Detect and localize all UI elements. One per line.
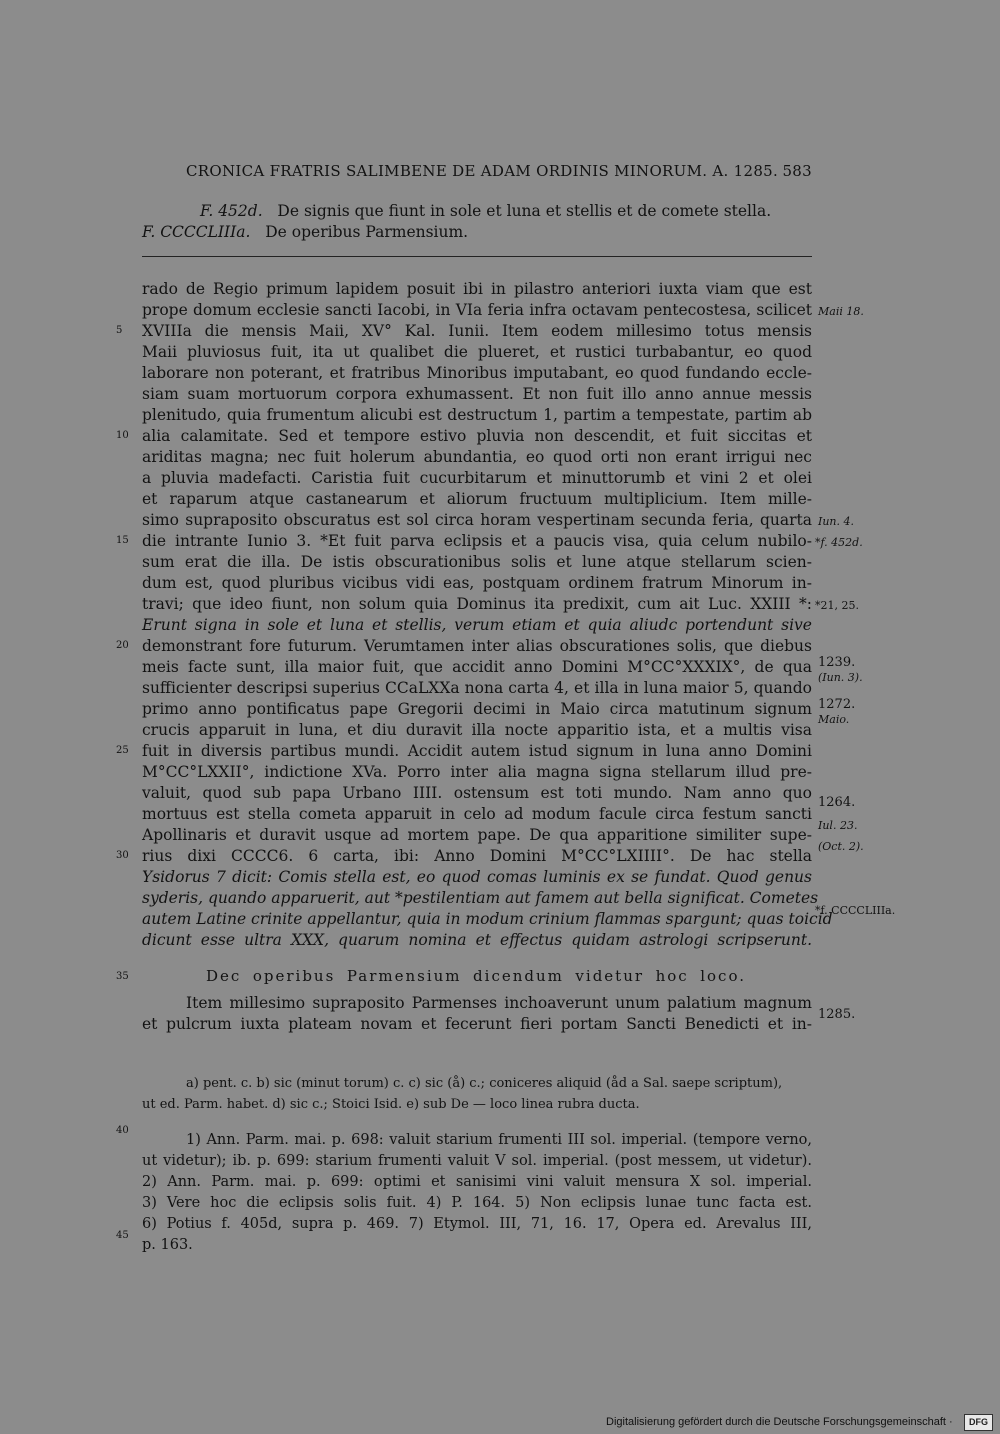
margin-note: Iun. 4. xyxy=(818,515,855,528)
text-line: travi; que ideo fiunt, non solum quia Dominus ita predixit, cum ait Luc. XXIII *: xyxy=(142,595,812,613)
footnote: ut videtur); ib. p. 699: starium frumenti valuit V sol. imperial. (post messem, ut videtur). xyxy=(142,1153,812,1169)
text-line: meis facte sunt, illa maior fuit, que accidit anno Domini M°CC°XXXIX°, de qua xyxy=(142,658,812,676)
margin-note: (Iun. 3). xyxy=(818,671,863,684)
line-number: 40 xyxy=(116,1125,129,1136)
line-number: 35 xyxy=(116,971,129,982)
line-number: 30 xyxy=(116,850,129,861)
toc-entry xyxy=(142,223,468,241)
line-number: 10 xyxy=(116,430,129,441)
critical-note: a) pent. c. b) sic (minut torum) c. c) sic (å) c.; coniceres aliquid (åd a Sal. saepe scriptum), xyxy=(186,1076,783,1091)
text-line: alia calamitate. Sed et tempore estivo pluvia non descendit, et fuit siccitas et xyxy=(142,427,812,445)
margin-note: 1272. xyxy=(818,697,856,712)
text-line: a pluvia madefacti. Caristia fuit cucurbitarum et minuttorumb et vini 2 et olei xyxy=(142,469,812,487)
margin-note: *21, 25. xyxy=(815,599,859,612)
text-line: die intrante Iunio 3. *Et fuit parva eclipsis et a paucis visa, quia celum nubilo- xyxy=(142,532,812,550)
toc-text: De signis que fiunt in sole et luna et stellis et de comete stella. xyxy=(277,202,772,220)
margin-note: Iul. 23. xyxy=(818,819,858,832)
text-line: et pulcrum iuxta plateam novam et fecerunt fieri portam Sancti Benedicti et in- xyxy=(142,1015,812,1033)
header-rule xyxy=(142,256,812,257)
text-line: siam suam mortuorum corpora exhumassent. Et non fuit illo anno annue messis xyxy=(142,385,812,403)
toc-entry xyxy=(200,202,771,220)
text-line: Maii pluviosus fuit, ita ut qualibet die plueret, et rustici turbabantur, eo quod xyxy=(142,343,812,361)
text-line: Apollinaris et duravit usque ad mortem pape. De qua apparitione similiter supe- xyxy=(142,826,812,844)
margin-note: *f. CCCCLIIIa. xyxy=(815,904,896,917)
line-number: 45 xyxy=(116,1230,129,1241)
toc-ref: F. CCCCLIIIa. xyxy=(142,223,251,241)
margin-note: 1285. xyxy=(818,1007,856,1022)
text-line: laborare non poterant, et fratribus Minoribus imputabant, eo quod fundando eccle- xyxy=(142,364,812,382)
margin-note: (Oct. 2). xyxy=(818,840,864,853)
text-line: prope domum ecclesie sancti Iacobi, in VIa feria infra octavam pentecostesa, scilicet xyxy=(142,301,812,319)
digitization-credit: Digitalisierung gefördert durch die Deutsche Forschungsgemeinschaft · xyxy=(606,1416,953,1428)
margin-note: Maio. xyxy=(818,713,850,726)
text-line: et raparum atque castanearum et aliorum fructuum multiplicium. Item mille- xyxy=(142,490,812,508)
line-number: 20 xyxy=(116,640,129,651)
critical-note: ut ed. Parm. habet. d) sic c.; Stoici Isid. e) sub De — loco linea rubra ducta. xyxy=(142,1097,640,1112)
margin-note: 1239. xyxy=(818,655,856,670)
running-header xyxy=(186,162,812,180)
footnote: 1) Ann. Parm. mai. p. 698: valuit starium frumenti III sol. imperial. (tempore verno, xyxy=(186,1132,812,1148)
margin-note: 1264. xyxy=(818,795,856,810)
footnote: 2) Ann. Parm. mai. p. 699: optimi et sanisimi vini valuit mensura X sol. imperial. xyxy=(142,1174,812,1190)
text-line: simo supraposito obscuratus est sol circa horam vespertinam secunda feria, quarta xyxy=(142,511,812,529)
text-line: Item millesimo supraposito Parmenses inchoaverunt unum palatium magnum xyxy=(186,994,812,1012)
text-line: sufficienter descripsi superius CCaLXXa nona carta 4, et illa in luna maior 5, quando xyxy=(142,679,812,697)
toc-text: De operibus Parmensium. xyxy=(265,223,469,241)
line-number: 25 xyxy=(116,745,129,756)
text-line: autem Latine crinite appellantur, quia in modum crinium flammas spargunt; quas toicid xyxy=(142,910,833,928)
text-line: Erunt signa in sole et luna et stellis, verum etiam et quia aliudc portendunt sive xyxy=(142,616,812,634)
text-line: plenitudo, quia frumentum alicubi est destructum 1, partim a tempestate, partim ab xyxy=(142,406,812,424)
text-line: demonstrant fore futurum. Verumtamen inter alias obscurationes solis, que diebus xyxy=(142,637,812,655)
text-line: Ysidorus 7 dicit: Comis stella est, eo quod comas luminis ex se fundat. Quod genus xyxy=(142,868,812,886)
text-line: fuit in diversis partibus mundi. Accidit autem istud signum in luna anno Domini xyxy=(142,742,812,760)
line-number: 5 xyxy=(116,325,123,336)
text-line: valuit, quod sub papa Urbano IIII. ostensum est toti mundo. Nam anno quo xyxy=(142,784,812,802)
text-line: primo anno pontificatus pape Gregorii decimi in Maio circa matutinum signum xyxy=(142,700,812,718)
text-line: M°CC°LXXII°, indictione XVa. Porro inter alia magna signa stellarum illud pre- xyxy=(142,763,812,781)
text-line: sum erat die illa. De istis obscurationibus solis et lune atque stellarum scien- xyxy=(142,553,812,571)
footnote: p. 163. xyxy=(142,1237,193,1253)
line-number: 15 xyxy=(116,535,129,546)
text-line: rius dixi CCCC6. 6 carta, ibi: Anno Domini M°CC°LXIIII°. De hac stella xyxy=(142,847,812,865)
footnote: 6) Potius f. 405d, supra p. 469. 7) Etymol. III, 71, 16. 17, Opera ed. Arevalus III, xyxy=(142,1216,812,1232)
text-line: syderis, quando apparuerit, aut *pestilentiam aut famem aut bella significat. Cometes xyxy=(142,889,819,907)
toc-ref: F. 452d. xyxy=(200,202,263,220)
text-line: mortuus est stella cometa apparuit in celo ad modum facule circa festum sancti xyxy=(142,805,812,823)
margin-note: Maii 18. xyxy=(818,305,864,318)
margin-note: *f. 452d. xyxy=(815,536,863,549)
text-line: crucis apparuit in luna, et diu duravit illa nocte apparitio ista, et a multis visa xyxy=(142,721,812,739)
text-line: dicunt esse ultra XXX, quarum nomina et effectus quidam astrologi scripserunt. xyxy=(142,931,812,949)
header-title: CRONICA FRATRIS SALIMBENE DE ADAM ORDINIS MINORUM. A. 1285. xyxy=(186,162,779,180)
text-line: rado de Regio primum lapidem posuit ibi in pilastro anteriori iuxta viam que est xyxy=(142,280,812,298)
footnote: 3) Vere hoc die eclipsis solis fuit. 4) P. 164. 5) Non eclipsis lunae tunc facta est. xyxy=(142,1195,812,1211)
page-number: 583 xyxy=(782,162,812,180)
dfg-logo: DFG xyxy=(964,1414,993,1431)
text-line: XVIIIa die mensis Maii, XV° Kal. Iunii. Item eodem millesimo totus mensis xyxy=(142,322,812,340)
text-line: dum est, quod pluribus vicibus vidi eas, postquam ordinem fratrum Minorum in- xyxy=(142,574,812,592)
section-title: Dec operibus Parmensium dicendum videtur hoc loco. xyxy=(206,967,746,985)
text-line: ariditas magna; nec fuit holerum abundantia, eo quod orti non erant irrigui nec xyxy=(142,448,812,466)
